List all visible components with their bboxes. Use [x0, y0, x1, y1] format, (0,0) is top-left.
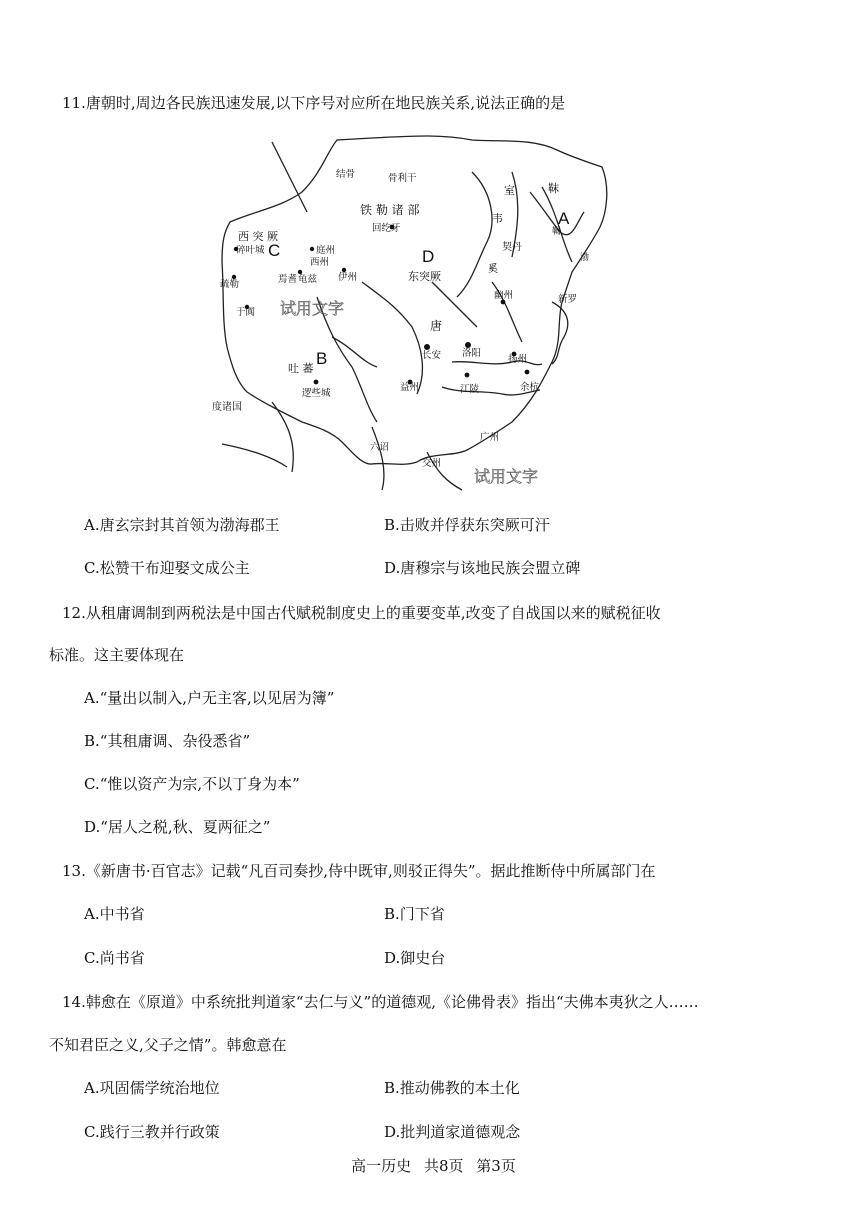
label-he2: 鞨 — [552, 227, 562, 237]
label-tang: 唐 — [430, 319, 443, 333]
label-shi2: 韦 — [492, 212, 503, 225]
footer-subject: 高一历史 — [351, 1157, 412, 1175]
map-watermark-2: 试用文字 — [474, 467, 539, 486]
q14-stem-line2: 不知君臣之义,父子之情”。韩愈意在 — [49, 1036, 287, 1054]
label-guangzhou: 广州 — [480, 432, 500, 443]
footer-page-number: 第3页 — [476, 1157, 516, 1175]
q12-option-d: D.“居人之税,秋、夏两征之” — [84, 818, 271, 836]
label-xizhou: 西州 — [310, 257, 330, 268]
label-huigeya: 回纥牙 — [372, 223, 401, 234]
tang-map — [212, 132, 614, 492]
label-changan: 长安 — [422, 350, 442, 361]
q11-option-d: D.唐穆宗与该地民族会盟立碑 — [384, 559, 581, 577]
label-yanqi: 焉耆 — [278, 274, 298, 285]
label-liuzhao: 六诏 — [370, 442, 390, 453]
label-tingzhou: 庭州 — [316, 245, 336, 256]
q11-option-c: C.松赞干布迎娶文成公主 — [84, 559, 250, 577]
label-jiaozhou: 交州 — [422, 458, 442, 469]
q13-option-b: B.门下省 — [384, 905, 445, 923]
footer-total-pages: 共8页 — [423, 1157, 464, 1175]
label-luoyang: 洛阳 — [462, 348, 482, 359]
label-yizhou2: 益州 — [400, 382, 420, 393]
label-dongtujue: 东突厥 — [408, 270, 441, 283]
label-yangzhou: 扬州 — [508, 354, 528, 365]
label-yutian: 于阗 — [236, 307, 256, 318]
label-qidan: 契丹 — [502, 242, 522, 253]
q13-option-d: D.御史台 — [384, 949, 446, 967]
label-luoxiecheng: 逻些城 — [302, 388, 331, 399]
label-jiegu: 结骨 — [336, 169, 356, 180]
q14-stem-line1: 14.韩愈在《原道》中系统批判道家“去仁与义”的道德观,《论佛骨表》指出“夫佛本夷狄之人…… — [62, 993, 699, 1011]
map-figure — [212, 132, 614, 492]
page-footer — [0, 1155, 867, 1176]
q13-stem: 13.《新唐书·百官志》记载“凡百司奏抄,侍中既审,则驳正得失”。据此推断侍中所属部门在 — [62, 862, 656, 880]
map-marker-c: C — [268, 241, 281, 260]
label-tubo: 吐 蕃 — [288, 362, 314, 375]
map-watermark-1: 试用文字 — [280, 299, 345, 318]
label-tiele: 铁 勒 诸 部 — [360, 203, 420, 217]
q13-option-a: A.中书省 — [84, 905, 145, 923]
label-jiangling: 江陵 — [460, 384, 480, 395]
q12-option-c: C.“惟以资产为宗,不以丁身为本” — [84, 775, 300, 793]
label-shiwei: 室 — [504, 184, 515, 197]
label-xinluo: 新罗 — [558, 294, 578, 305]
q12-stem-line2: 标准。这主要体现在 — [49, 646, 185, 664]
q12-stem-line1: 12.从租庸调制到两税法是中国古代赋税制度史上的重要变革,改变了自战国以来的赋税征收 — [62, 604, 661, 622]
map-marker-b: B — [316, 349, 328, 368]
q12-option-b: B.“其租庸调、杂役悉省” — [84, 732, 251, 750]
q11-option-a: A.唐玄宗封其首领为渤海郡王 — [84, 516, 280, 534]
label-shule: 疏勒 — [220, 279, 240, 290]
map-marker-a: A — [558, 209, 570, 228]
q13-option-c: C.尚书省 — [84, 949, 145, 967]
q11-stem: 11.唐朝时,周边各民族迅速发展,以下序号对应所在地民族关系,说法正确的是 — [62, 94, 566, 112]
label-youzhou: 幽州 — [494, 290, 514, 301]
q14-option-c: C.践行三教并行政策 — [84, 1123, 220, 1141]
label-guligan: 骨利干 — [388, 173, 417, 184]
label-yuhang: 余杭 — [520, 382, 540, 393]
label-bohai: 渤 — [580, 253, 590, 263]
label-qiuci: 龟兹 — [298, 274, 318, 285]
label-yizhou: 伊州 — [338, 272, 358, 283]
q14-option-d: D.批判道家道德观念 — [384, 1123, 521, 1141]
q12-option-a: A.“量出以制入,户无主客,以见居为簿” — [84, 689, 335, 707]
label-suiye: 碎叶城 — [236, 245, 265, 256]
map-marker-d: D — [422, 247, 435, 266]
q14-option-b: B.推动佛教的本土化 — [384, 1079, 520, 1097]
label-yindu: 度诸国 — [212, 402, 242, 413]
label-xi: 奚 — [488, 264, 498, 275]
q11-option-b: B.击败并俘获东突厥可汗 — [384, 516, 550, 534]
label-xituque: 西 突 厥 — [238, 230, 278, 243]
q14-option-a: A.巩固儒学统治地位 — [84, 1079, 220, 1097]
label-mohe: 靺 — [548, 182, 559, 195]
